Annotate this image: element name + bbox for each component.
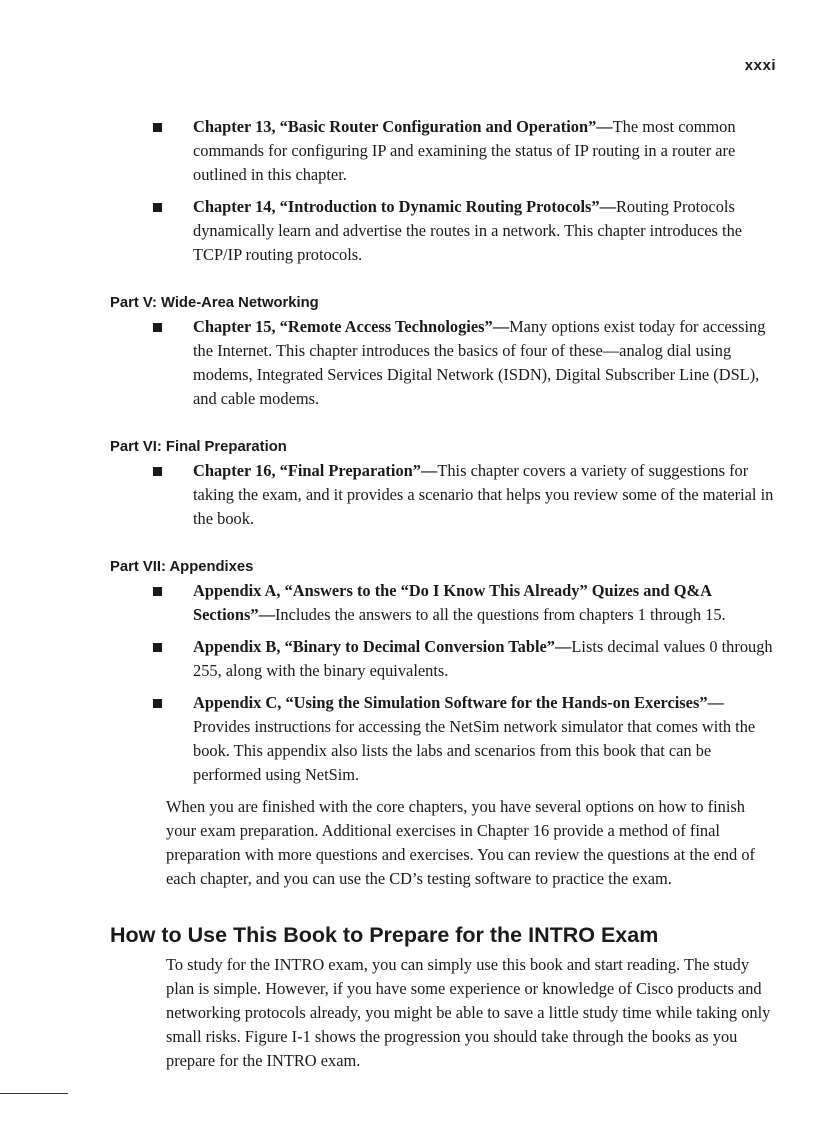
part-heading: Part VI: Final Preparation — [110, 439, 287, 455]
item-title: Chapter 15, “Remote Access Technologies”— — [193, 317, 510, 336]
item-text: Routing Protocols dynamically learn and advertise the routes in a network. This chapter introduces the TCP/IP routing protocols. — [193, 197, 743, 264]
square-bullet-icon — [153, 587, 162, 596]
list-item — [193, 691, 776, 787]
item-title: Chapter 16, “Final Preparation”— — [193, 461, 438, 480]
page-number: xxxi — [744, 57, 776, 74]
square-bullet-icon — [153, 123, 162, 132]
section-paragraph: To study for the INTRO exam, you can simply use this book and start reading. The study plan is simple. However, if you have some experience or knowledge of Cisco products and networking protocols already, you might be able to save a little study time while taking only small risks. Figure I-1 shows the progression you should take through the books as you prepare for the INTRO exam. — [166, 955, 771, 1070]
item-title: Chapter 13, “Basic Router Configuration and Operation”— — [193, 117, 613, 136]
item-title: Appendix C, “Using the Simulation Software for the Hands-on Exercises”— — [193, 693, 724, 712]
square-bullet-icon — [153, 203, 162, 212]
item-text: Many options exist today for accessing the Internet. This chapter introduces the basics of four of these—analog dial using modems, Integrated Services Digital Network (ISDN), Digital Subscriber Line (DSL), and cable modems. — [193, 317, 766, 408]
list-item — [193, 459, 776, 531]
chapter-list-part4 — [0, 115, 816, 267]
item-text: This chapter covers a variety of suggestions for taking the exam, and it provides a scenario that helps you review some of the material in the book. — [193, 461, 774, 528]
section-heading: How to Use This Book to Prepare for the INTRO Exam — [110, 923, 659, 947]
item-text: Lists decimal values 0 through 255, along with the binary equivalents. — [193, 637, 773, 680]
list-item — [193, 635, 776, 683]
square-bullet-icon — [153, 699, 162, 708]
square-bullet-icon — [153, 467, 162, 476]
chapter-list-part5 — [0, 315, 816, 411]
square-bullet-icon — [153, 643, 162, 652]
item-title: Chapter 14, “Introduction to Dynamic Routing Protocols”— — [193, 197, 616, 216]
list-item — [193, 579, 776, 627]
list-item — [193, 115, 776, 187]
list-item — [193, 315, 776, 411]
item-title: Appendix B, “Binary to Decimal Conversion Table”— — [193, 637, 572, 656]
chapter-list-part7 — [0, 579, 816, 787]
item-text: The most common commands for configuring IP and examining the status of IP routing in a router are outlined in this chapter. — [193, 117, 736, 184]
closing-paragraph: When you are finished with the core chapters, you have several options on how to finish your exam preparation. Additional exercises in Chapter 16 provide a method of final preparation with more questions and exercises. You can review the questions at the end of each chapter, and you can use the CD’s testing software to practice the exam. — [166, 797, 755, 888]
part-heading: Part V: Wide-Area Networking — [110, 295, 319, 311]
square-bullet-icon — [153, 323, 162, 332]
footer-rule — [0, 1093, 68, 1094]
chapter-list-part6 — [0, 459, 816, 531]
page-content — [0, 115, 816, 1073]
item-title: Appendix A, “Answers to the “Do I Know This Already” Quizes and Q&A Sections”— — [193, 581, 712, 624]
part-heading: Part VII: Appendixes — [110, 559, 254, 575]
item-text: Includes the answers to all the questions from chapters 1 through 15. — [274, 605, 726, 624]
list-item — [193, 195, 776, 267]
item-text: Provides instructions for accessing the NetSim network simulator that comes with the book. This appendix also lists the labs and scenarios from this book that can be performed using NetSim. — [193, 717, 756, 784]
